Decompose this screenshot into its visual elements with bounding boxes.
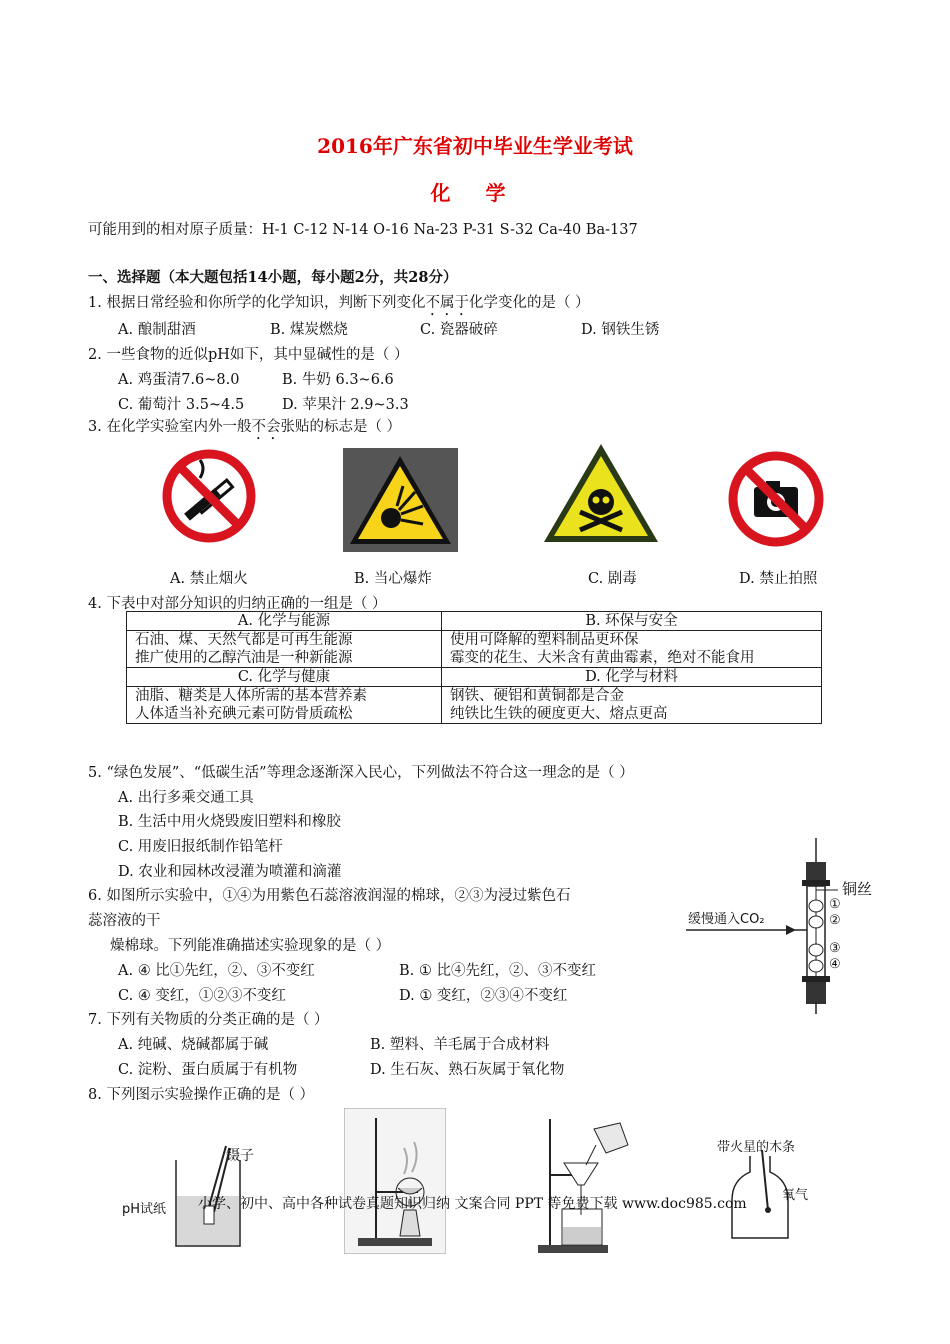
q1-stem-pre: 1. 根据日常经验和你所学的化学知识，判断下列变化 xyxy=(88,295,426,311)
q1-option-c: C. 瓷器破碎 xyxy=(420,322,498,338)
question-2-stem: 2. 一些食物的近似pH如下，其中显碱性的是（ ） xyxy=(88,347,409,363)
question-6-stem-line3: 燥棉球。下列能准确描述实验现象的是（ ） xyxy=(110,938,391,954)
q2-option-d: D. 苹果汁 2.9~3.3 xyxy=(282,397,409,413)
q5-option-a: A. 出行多乘交通工具 xyxy=(118,790,254,806)
table-b-line2: 霉变的花生、大米含有黄曲霉素，绝对不能食用 xyxy=(450,650,755,666)
filtration-apparatus-figure xyxy=(536,1115,644,1255)
atomic-masses: 可能用到的相对原子质量：H-1 C-12 N-14 O-16 Na-23 P-31 S-32 Ca-40 Ba-137 xyxy=(88,222,638,238)
question-7-stem: 7. 下列有关物质的分类正确的是（ ） xyxy=(88,1012,329,1028)
copper-wire-label: 铜丝 xyxy=(842,880,873,898)
question-1-stem xyxy=(88,291,590,319)
q3-stem-post: 张贴的标志是（ ） xyxy=(280,419,402,435)
table-head-a: A. 化学与能源 xyxy=(127,612,442,631)
q5-option-d: D. 农业和园林改浸灌为喷灌和滴灌 xyxy=(118,864,342,880)
q6-option-c: C. ④ 变红，①②③不变红 xyxy=(118,988,286,1004)
q1-option-a: A. 酿制甜酒 xyxy=(118,322,196,338)
question-6-stem-line2: 蕊溶液的干 xyxy=(88,913,161,929)
no-smoking-sign-icon xyxy=(160,448,258,552)
table-a-line2: 推广使用的乙醇汽油是一种新能源 xyxy=(135,650,353,666)
ball-4-label: ④ xyxy=(829,957,841,972)
q3-option-a: A. 禁止烟火 xyxy=(170,571,248,587)
q3-stem-emphasis: 不会 xyxy=(251,419,281,435)
exam-subject: 化 学 xyxy=(430,181,520,205)
table-cell-b xyxy=(442,631,822,668)
q3-option-c: C. 剧毒 xyxy=(588,571,637,587)
table-d-line2: 纯铁比生铁的硬度更大、熔点更高 xyxy=(450,706,668,722)
q1-stem-emphasis: 不属于 xyxy=(425,295,469,311)
q7-option-d: D. 生石灰、熟石灰属于氧化物 xyxy=(370,1062,565,1078)
table-head-d: D. 化学与材料 xyxy=(442,668,822,687)
evaporation-apparatus-figure xyxy=(344,1108,446,1254)
q2-option-a: A. 鸡蛋清7.6~8.0 xyxy=(118,372,240,388)
tweezers-label: 镊子 xyxy=(226,1148,254,1164)
table-head-c: C. 化学与健康 xyxy=(127,668,442,687)
q6-option-d: D. ① 变红，②③④不变红 xyxy=(399,988,568,1004)
q5-option-c: C. 用废旧报纸制作铅笔杆 xyxy=(118,839,283,855)
q7-option-b: B. 塑料、羊毛属于合成材料 xyxy=(370,1037,550,1053)
section-heading: 一、选择题（本大题包括14小题，每小题2分，共28分） xyxy=(88,269,458,286)
table-cell-d xyxy=(442,687,822,724)
question-3-stem xyxy=(88,415,401,443)
ball-1-label: ① xyxy=(829,897,841,912)
q3-option-b: B. 当心爆炸 xyxy=(354,571,432,587)
ball-2-label: ② xyxy=(829,913,841,928)
table-cell-a xyxy=(127,631,442,668)
question-8-stem: 8. 下列图示实验操作正确的是（ ） xyxy=(88,1087,315,1103)
table-b-line1: 使用可降解的塑料制品更环保 xyxy=(450,632,639,648)
oxygen-label: 氧气 xyxy=(782,1188,809,1203)
question-5-stem: 5. “绿色发展”、“低碳生活”等理念逐渐深入民心，下列做法不符合这一理念的是（ ） xyxy=(88,765,634,781)
q6-option-a: A. ④ 比①先红，②、③不变红 xyxy=(118,963,315,979)
question-6-stem-line1: 6. 如图所示实验中，①④为用紫色石蕊溶液润湿的棉球，②③为浸过紫色石 xyxy=(88,888,571,904)
table-c-line1: 油脂、糖类是人体所需的基本营养素 xyxy=(135,688,367,704)
ph-paper-label: pH试纸 xyxy=(122,1202,167,1217)
q7-option-a: A. 纯碱、烧碱都属于碱 xyxy=(118,1037,269,1053)
toxic-warning-sign-icon xyxy=(540,440,662,548)
glowing-splint-label: 带火星的木条 xyxy=(717,1140,796,1155)
q1-option-d: D. 钢铁生锈 xyxy=(581,322,660,338)
table-c-line2: 人体适当补充碘元素可防骨质疏松 xyxy=(135,706,353,722)
q1-option-b: B. 煤炭燃烧 xyxy=(270,322,348,338)
table-a-line1: 石油、煤、天然气都是可再生能源 xyxy=(135,632,353,648)
q2-option-b: B. 牛奶 6.3~6.6 xyxy=(282,372,394,388)
q5-option-b: B. 生活中用火烧毁废旧塑料和橡胶 xyxy=(118,814,341,830)
footer-download-text: 小学、初中、高中各种试卷真题知识归纳 文案合同 PPT 等免费下载 www.doc985.com xyxy=(198,1196,747,1212)
explosion-warning-sign-icon xyxy=(343,448,458,552)
q7-option-c: C. 淀粉、蛋白质属于有机物 xyxy=(118,1062,298,1078)
question-4-stem: 4. 下表中对部分知识的归纳正确的一组是（ ） xyxy=(88,596,387,612)
q1-stem-post: 化学变化的是（ ） xyxy=(468,295,590,311)
table-cell-c xyxy=(127,687,442,724)
exam-title: 2016年广东省初中毕业生学业考试 xyxy=(317,134,633,158)
table-d-line1: 钢铁、硬铝和黄铜都是合金 xyxy=(450,688,624,704)
knowledge-table xyxy=(126,611,822,724)
table-head-b: B. 环保与安全 xyxy=(442,612,822,631)
no-photography-sign-icon xyxy=(726,449,826,549)
q3-stem-pre: 3. 在化学实验室内外一般 xyxy=(88,419,252,435)
q2-option-c: C. 葡萄汁 3.5~4.5 xyxy=(118,397,245,413)
co2-inlet-label: 缓慢通入CO₂ xyxy=(688,912,765,927)
q3-option-d: D. 禁止拍照 xyxy=(739,571,818,587)
ball-3-label: ③ xyxy=(829,941,841,956)
q6-option-b: B. ① 比④先红，②、③不变红 xyxy=(399,963,596,979)
